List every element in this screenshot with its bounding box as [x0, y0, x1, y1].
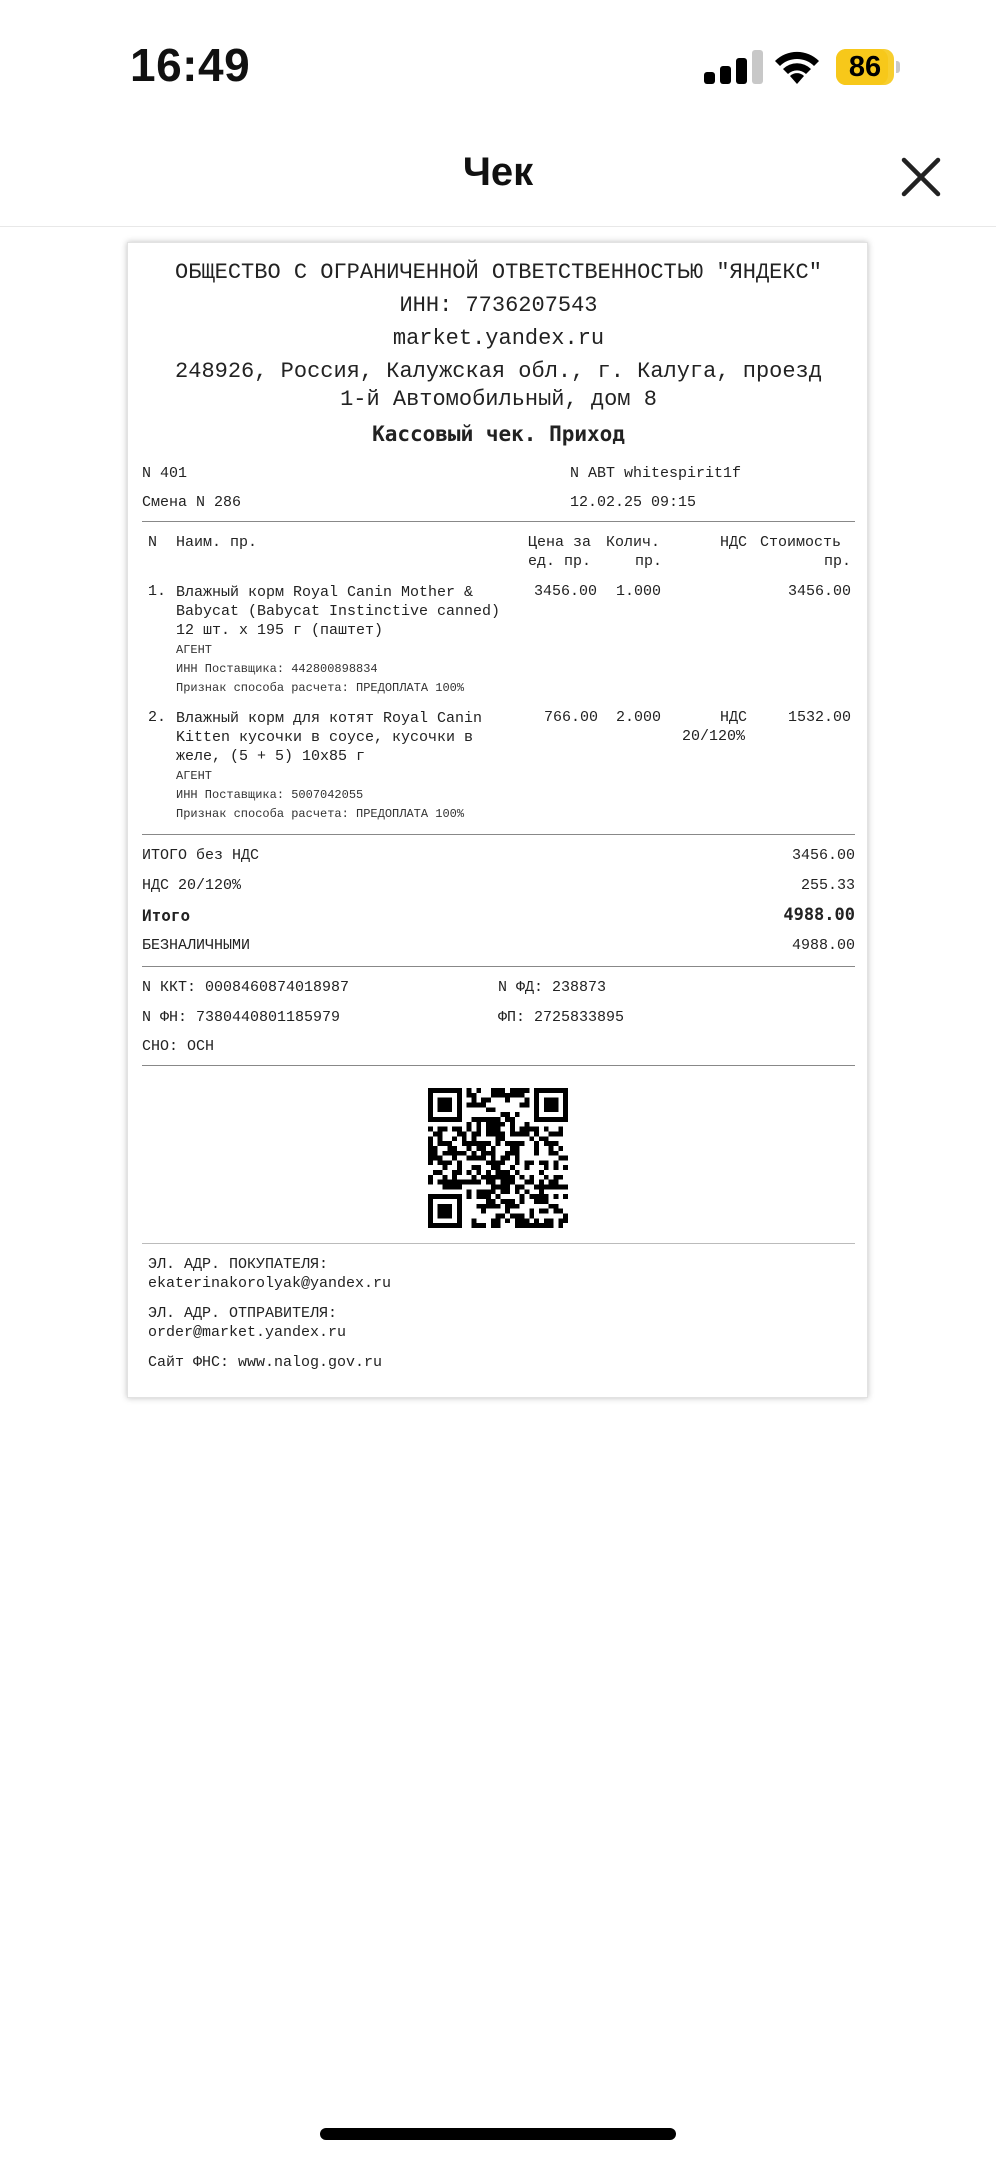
fiscal-fp: ФП: 2725833895 [498, 1009, 625, 1026]
col-header-vat: НДС [720, 534, 748, 551]
item-name: Влажный корм Royal Canin Mother & Babycat (Babycat Instinctive canned) 12 шт. х 195 г (паштет) [176, 584, 501, 639]
receipt-avt: N АВТ whitespirit1f [570, 465, 742, 482]
item-price: 766.00 [544, 709, 599, 726]
fiscal-fn: N ФН: 7380440801185979 [142, 1009, 341, 1026]
item-qty: 1.000 [616, 583, 662, 600]
col-header-name: Наим. пр. [176, 534, 258, 551]
sender-email-label: ЭЛ. АДР. ОТПРАВИТЕЛЯ: [148, 1305, 338, 1322]
sender-email: order@market.yandex.ru [148, 1324, 347, 1341]
close-icon[interactable] [896, 152, 946, 202]
total-no-vat-value: 3456.00 [791, 847, 855, 864]
col-header-price-2: ед. пр. [528, 553, 592, 570]
col-header-qty-2: пр. [634, 553, 662, 570]
receipt-title: Кассовый чек. Приход [372, 422, 625, 446]
status-time: 16:49 [130, 39, 251, 91]
buyer-email-label: ЭЛ. АДР. ПОКУПАТЕЛЯ: [148, 1256, 329, 1273]
col-header-cost-1: Стоимость [760, 534, 842, 551]
total-value: 4988.00 [783, 905, 855, 925]
item-number: 2. [148, 709, 167, 726]
receipt-inn: ИНН: 7736207543 [399, 293, 598, 318]
col-header-price-1: Цена за [528, 534, 592, 551]
fns-site: Сайт ФНС: www.nalog.gov.ru [148, 1354, 383, 1371]
battery-level-text: 86 [848, 51, 882, 83]
home-indicator[interactable] [320, 2128, 676, 2140]
fiscal-fd: N ФД: 238873 [498, 979, 607, 996]
item-cost: 3456.00 [787, 583, 851, 600]
item-vat-2: 20/120% [682, 728, 746, 745]
divider [142, 1243, 855, 1244]
col-header-cost-2: пр. [823, 553, 851, 570]
item-supplier-inn: ИНН Поставщика: 5007042055 [176, 788, 364, 802]
col-header-qty-1: Колич. [606, 534, 661, 551]
item-name: Влажный корм для котят Royal Canin Kitten кусочки в соусе, кусочки в желе, (5 + 5) 10x85 г [176, 710, 483, 765]
receipt-number: N 401 [142, 465, 188, 482]
total-label: Итого [142, 906, 191, 925]
item-qty: 2.000 [616, 709, 662, 726]
item-number: 1. [148, 583, 167, 600]
divider [142, 1065, 855, 1066]
divider [142, 966, 855, 967]
receipt-address-line1: 248926, Россия, Калужская обл., г. Калуга, проезд [175, 359, 822, 384]
qr-code [428, 1088, 568, 1228]
cashless-label: БЕЗНАЛИЧНЫМИ [142, 937, 251, 954]
divider [142, 834, 855, 835]
total-no-vat-label: ИТОГО без НДС [142, 847, 260, 864]
receipt-site: market.yandex.ru [392, 326, 605, 351]
page-title: Чек [462, 150, 534, 194]
fiscal-kkt: N ККТ: 0008460874018987 [142, 979, 350, 996]
item-vat-1: НДС [720, 709, 748, 726]
receipt-org-name: ОБЩЕСТВО С ОГРАНИЧЕННОЙ ОТВЕТСТВЕННОСТЬЮ "ЯНДЕКС" [175, 260, 822, 285]
wifi-icon [770, 46, 824, 86]
cellular-signal-icon [704, 50, 766, 84]
divider [142, 521, 855, 522]
receipt-datetime: 12.02.25 09:15 [570, 494, 697, 511]
screen-header [0, 130, 996, 227]
receipt-shift: Смена N 286 [142, 494, 242, 511]
col-header-n: N [148, 534, 158, 551]
status-bar [0, 0, 996, 130]
total-vat-value: 255.33 [800, 877, 855, 894]
buyer-email: ekaterinakorolyak@yandex.ru [148, 1275, 392, 1292]
item-agent: АГЕНТ [176, 769, 213, 783]
fiscal-sno: СНО: ОСН [142, 1038, 215, 1055]
item-payment-mode: Признак способа расчета: ПРЕДОПЛАТА 100% [176, 807, 465, 821]
receipt-address-line2: 1-й Автомобильный, дом 8 [340, 387, 657, 412]
item-payment-mode: Признак способа расчета: ПРЕДОПЛАТА 100% [176, 681, 465, 695]
item-agent: АГЕНТ [176, 643, 213, 657]
receipt [127, 242, 868, 1398]
item-supplier-inn: ИНН Поставщика: 442800898834 [176, 662, 378, 676]
item-cost: 1532.00 [787, 709, 851, 726]
item-price: 3456.00 [534, 583, 598, 600]
total-vat-label: НДС 20/120% [142, 877, 242, 894]
battery-icon [836, 49, 900, 85]
cashless-value: 4988.00 [791, 937, 855, 954]
